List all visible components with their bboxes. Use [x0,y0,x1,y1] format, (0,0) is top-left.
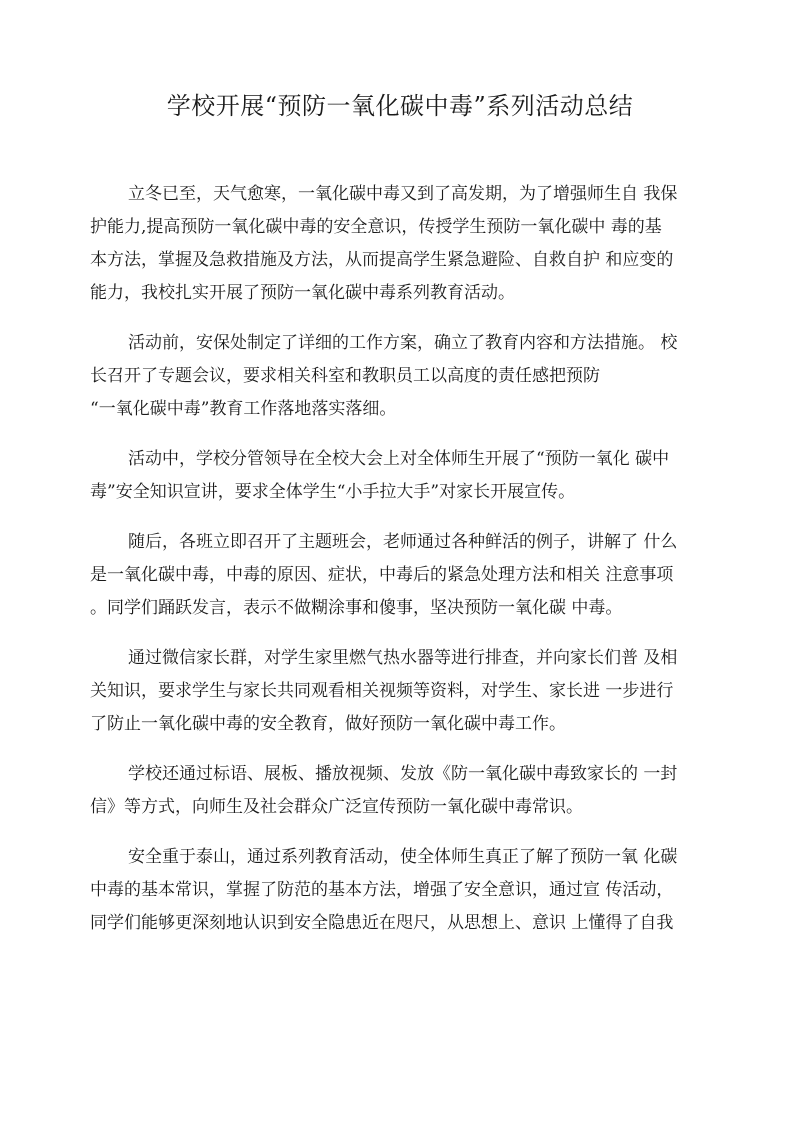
paragraph-1 [90,178,715,310]
document-body [90,178,715,957]
paragraph-line: 关知识，要求学生与家长共同观看相关视频等资料，对学生、家长进 一步进行 [90,681,674,701]
document-title: 学校开展“预防一氧化碳中毒”系列活动总结 [166,92,634,120]
paragraph-line: 长召开了专题会议，要求相关科室和教职员工以高度的责任感把预防 [90,366,600,386]
paragraph-line: 是一氧化碳中毒，中毒的原因、症状，中毒后的紧急处理方法和相关 注意事项 [90,565,674,585]
paragraph-line: 活动前，安保处制定了详细的工作方案，确立了教育内容和方法措施。 校 [128,333,678,353]
paragraph-line: 本方法，掌握及急救措施及方法，从而提高学生紧急避险、自救自护 和应变的 [90,250,674,270]
paragraph-line: “一氧化碳中毒”教育工作落地落实落细。 [90,399,397,419]
paragraph-line: 立冬已至，天气愈寒，一氧化碳中毒又到了高发期，为了增强师生自 我保 [128,184,678,204]
paragraph-line: 能力，我校扎实开展了预防一氧化碳中毒系列教育活动。 [90,283,515,303]
paragraph-line: 毒”安全知识宣讲，要求全体学生“小手拉大手”对家长开展宣传。 [90,482,576,502]
paragraph-4 [90,526,715,625]
paragraph-line: 。同学们踊跃发言，表示不做糊涂事和傻事，坚决预防一氧化碳 中毒。 [90,598,623,618]
paragraph-2 [90,327,715,426]
paragraph-3 [90,443,715,509]
paragraph-line: 安全重于泰山，通过系列教育活动，使全体师生真正了解了预防一氧 化碳 [128,847,678,867]
paragraph-line: 了防止一氧化碳中毒的安全教育，做好预防一氧化碳中毒工作。 [90,714,566,734]
paragraph-line: 信》等方式，向师生及社会群众广泛宣传预防一氧化碳中毒常识。 [90,797,583,817]
paragraph-line: 中毒的基本常识，掌握了防范的基本方法，增强了安全意识，通过宣 传活动， [90,880,674,900]
paragraph-line: 活动中，学校分管领导在全校大会上对全体师生开展了“预防一氧化 碳中 [128,449,670,469]
paragraph-line: 护能力,提高预防一氧化碳中毒的安全意识，传授学生预防一氧化碳中 毒的基 [90,217,662,237]
paragraph-line: 随后，各班立即召开了主题班会，老师通过各种鲜活的例子，讲解了 什么 [128,532,678,552]
paragraph-6 [90,758,715,824]
paragraph-7 [90,841,715,940]
paragraph-line: 同学们能够更深刻地认识到安全隐患近在咫尺，从思想上、意识 上懂得了自我 [90,913,674,933]
paragraph-line: 学校还通过标语、展板、播放视频、发放《防一氧化碳中毒致家长的 一封 [128,764,678,784]
paragraph-5 [90,642,715,741]
paragraph-line: 通过微信家长群，对学生家里燃气热水器等进行排查，并向家长们普 及相 [128,648,678,668]
